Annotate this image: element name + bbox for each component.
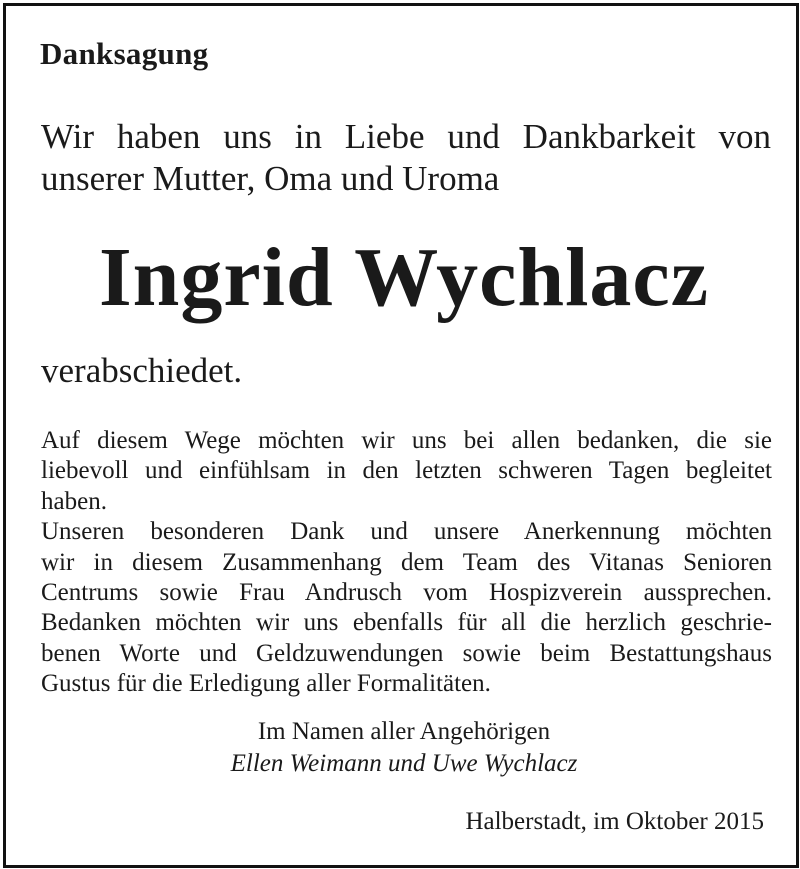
place-and-date: Halberstadt, im Oktober 2015 xyxy=(465,808,764,835)
intro-text xyxy=(41,116,771,200)
intro-line: Wir haben uns in Liebe und Dankbarkeit von xyxy=(41,117,771,156)
intro-line: unserer Mutter, Oma und Uroma xyxy=(41,159,500,198)
on-behalf-text: Im Namen aller Angehörigen xyxy=(257,718,551,745)
body-line: benen Worte und Geldzuwendungen sowie beim Bestattungshaus xyxy=(41,639,772,667)
body-line: Unseren besonderen Dank und unsere Anerkennung möchten xyxy=(41,518,772,546)
notice-frame xyxy=(3,3,799,868)
body-line: Bedanken möchten wir uns ebenfalls für all die herzlich geschrie- xyxy=(41,609,772,637)
body-line: wir in diesem Zusammenhang dem Team des Vitanas Senioren xyxy=(41,548,772,576)
body-line: Centrums sowie Frau Andrusch vom Hospizverein aussprechen. xyxy=(41,578,772,606)
body-line: haben. xyxy=(41,487,107,515)
signoff xyxy=(6,716,800,780)
deceased-name: Ingrid Wychlacz xyxy=(98,231,709,324)
thanks-paragraph xyxy=(41,426,772,700)
body-line: liebevoll und einfühlsam in den letzten schweren Tagen begleitet xyxy=(41,457,772,485)
farewell-text: verabschiedet. xyxy=(41,351,243,390)
signatory-names: Ellen Weimann und Uwe Wychlacz xyxy=(230,750,578,777)
notice-heading: Danksagung xyxy=(40,36,209,71)
body-line: Auf diesem Wege möchten wir uns bei allen bedanken, die sie xyxy=(41,427,772,454)
body-line: Gustus für die Erledigung aller Formalitäten. xyxy=(41,670,491,698)
